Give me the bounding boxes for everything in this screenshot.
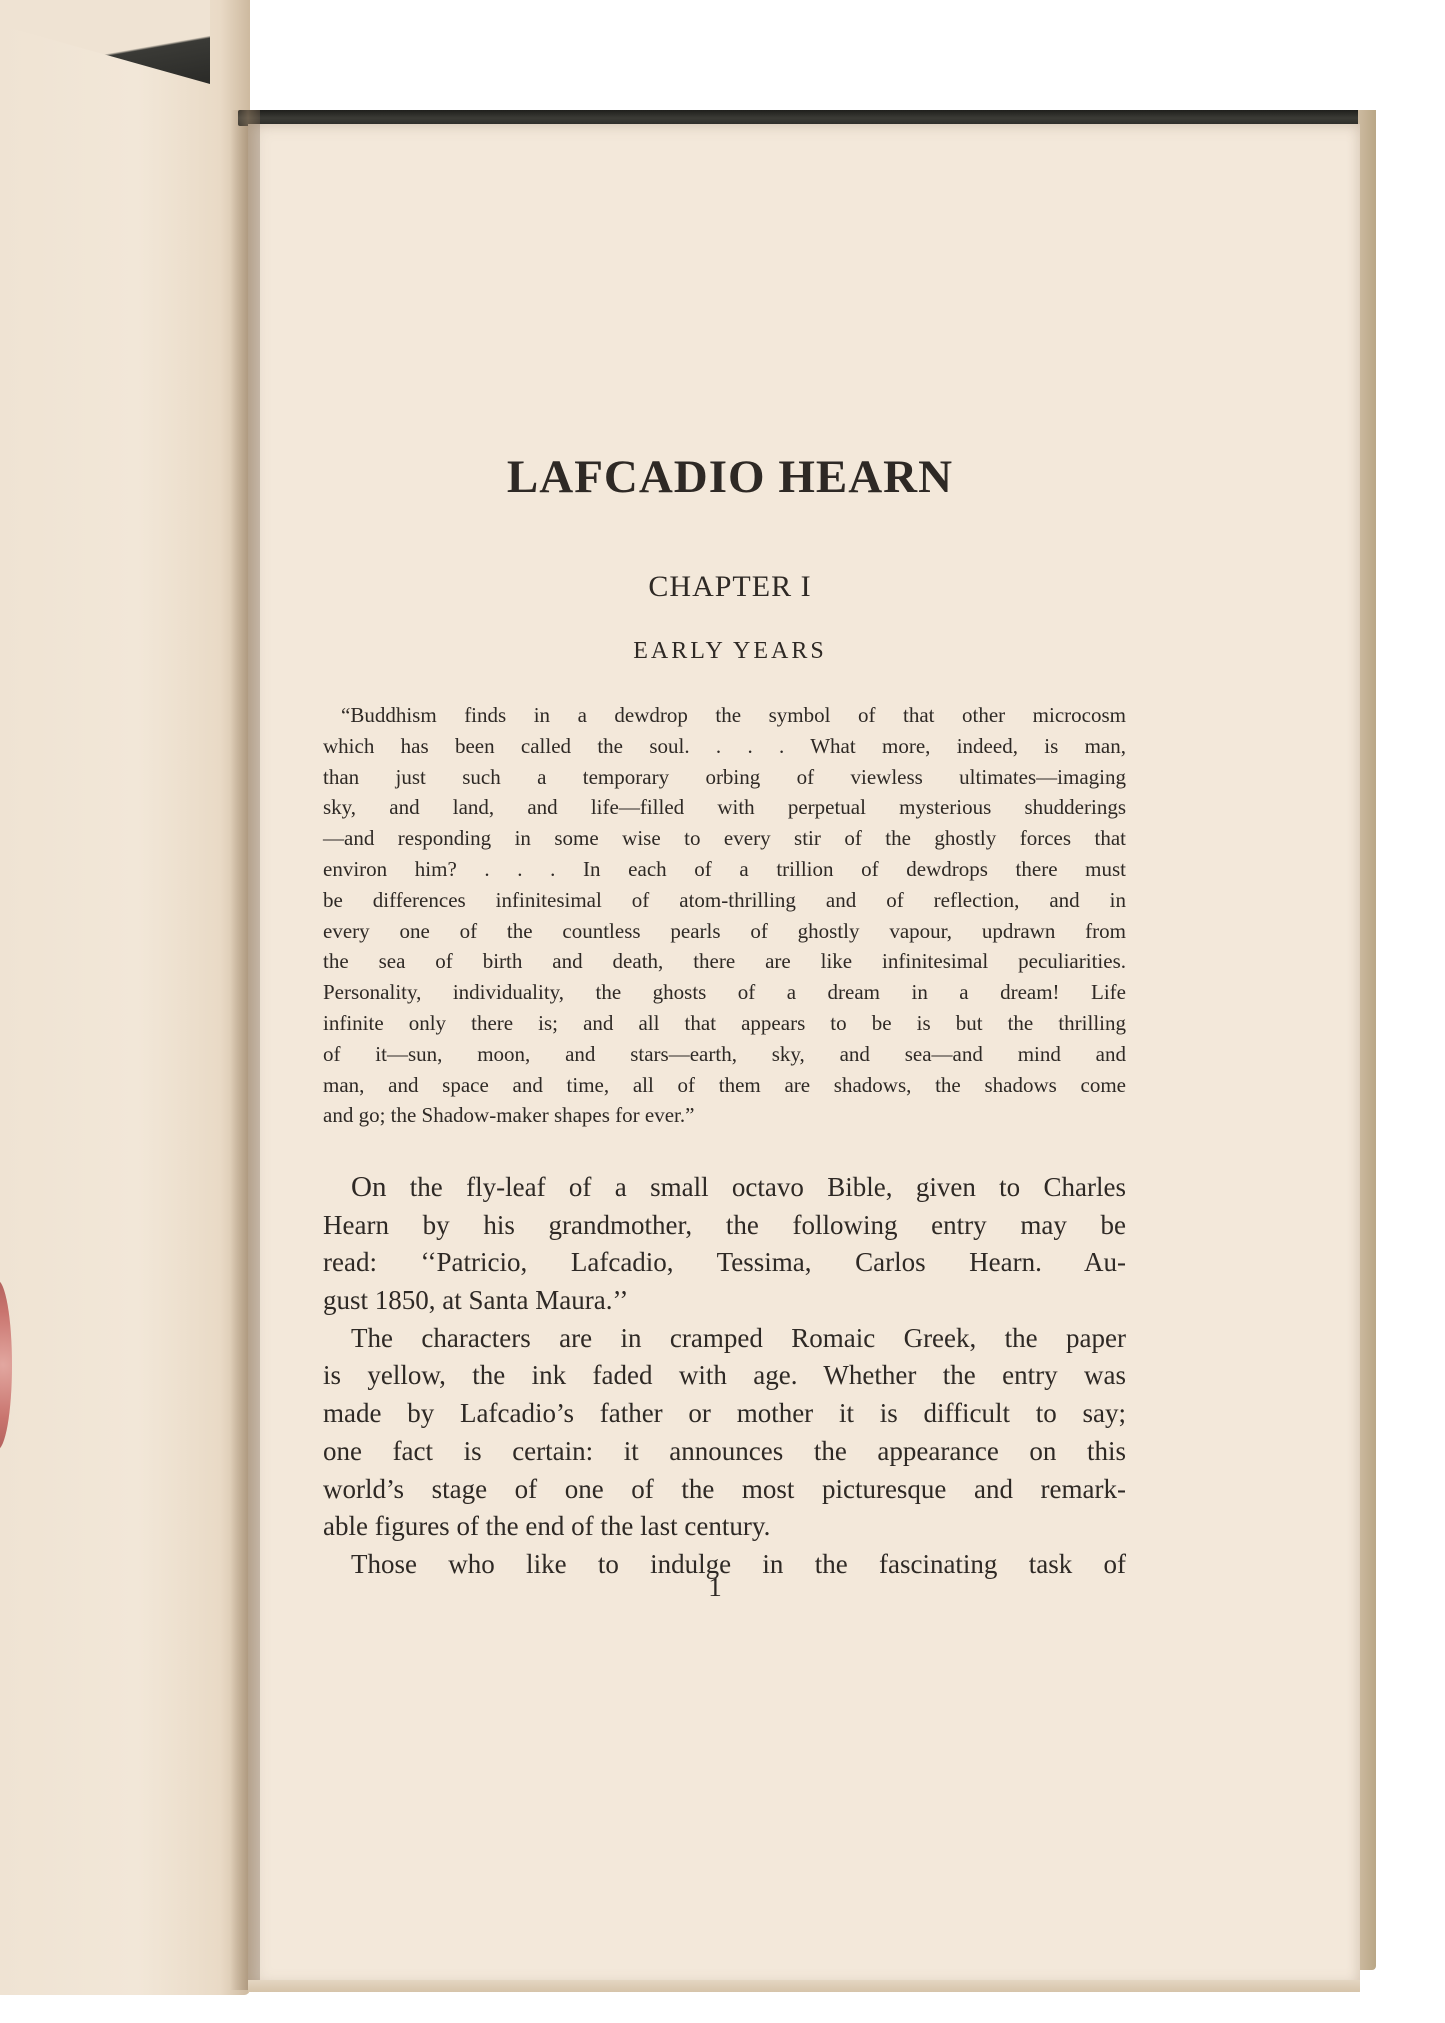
chapter-heading: CHAPTER I: [648, 570, 812, 603]
epigraph-quote: [323, 700, 1126, 1131]
body-paragraphs: [323, 1169, 1126, 1584]
body-line: made by Lafcadio’s father or mother it is difficult to say;: [323, 1398, 1126, 1429]
epigraph-line: which has been called the soul. . . . What more, indeed, is man,: [323, 733, 1126, 758]
body-line-text: the fly-leaf of a small octavo Bible, given to Charles: [386, 1172, 1126, 1202]
epigraph-line: of it—sun, moon, and stars—earth, sky, and sea—and mind and: [323, 1041, 1126, 1066]
body-line: gust 1850, at Santa Maura.’’: [323, 1285, 629, 1316]
body-line: is yellow, the ink faded with age. Whether the entry was: [323, 1360, 1126, 1391]
chapter-title: EARLY YEARS: [633, 638, 827, 664]
book-page-edges-bottom: [248, 1980, 1360, 1992]
epigraph-line: than just such a temporary orbing of viewless ultimates—imaging: [323, 764, 1126, 789]
epigraph-line: “Buddhism finds in a dewdrop the symbol of that other microcosm: [341, 703, 1126, 727]
epigraph-line: infinite only there is; and all that appears to be is but the thrilling: [323, 1010, 1126, 1035]
book-gutter-shadow: [230, 110, 260, 1990]
epigraph-line: the sea of birth and death, there are like infinitesimal peculiarities.: [323, 949, 1126, 974]
epigraph-line: be differences infinitesimal of atom-thrilling and of reflection, and in: [323, 887, 1126, 912]
epigraph-line: and go; the Shadow-maker shapes for ever.”: [323, 1103, 695, 1128]
body-line: Those who like to indulge in the fascinating task of: [351, 1548, 1126, 1579]
body-line: read: ‘‘Patricio, Lafcadio, Tessima, Carlos Hearn. Au-: [323, 1247, 1126, 1278]
body-first-word: On: [351, 1171, 387, 1203]
epigraph-line: environ him? . . . In each of a trillion of dewdrops there must: [323, 856, 1126, 881]
epigraph-line: every one of the countless pearls of ghostly vapour, updrawn from: [323, 918, 1126, 943]
epigraph-line: sky, and land, and life—filled with perpetual mysterious shudderings: [323, 795, 1126, 820]
left-facing-page: [0, 0, 250, 1995]
page-number: 1: [708, 1572, 722, 1602]
book-page-edges-right: [1358, 110, 1376, 1970]
book-title: LAFCADIO HEARN: [506, 451, 954, 503]
body-line: The characters are in cramped Romaic Greek, the paper: [351, 1322, 1126, 1353]
body-line: one fact is certain: it announces the appearance on this: [323, 1435, 1126, 1466]
epigraph-line: Personality, individuality, the ghosts of a dream in a dream! Life: [323, 980, 1126, 1005]
body-line: able figures of the end of the last century.: [323, 1511, 771, 1542]
body-line: [323, 1169, 1126, 1207]
epigraph-line: man, and space and time, all of them are shadows, the shadows come: [323, 1072, 1126, 1097]
body-line: world’s stage of one of the most picturesque and remark-: [323, 1473, 1126, 1504]
body-line: Hearn by his grandmother, the following entry may be: [323, 1209, 1126, 1240]
epigraph-line: —and responding in some wise to every stir of the ghostly forces that: [323, 826, 1126, 851]
